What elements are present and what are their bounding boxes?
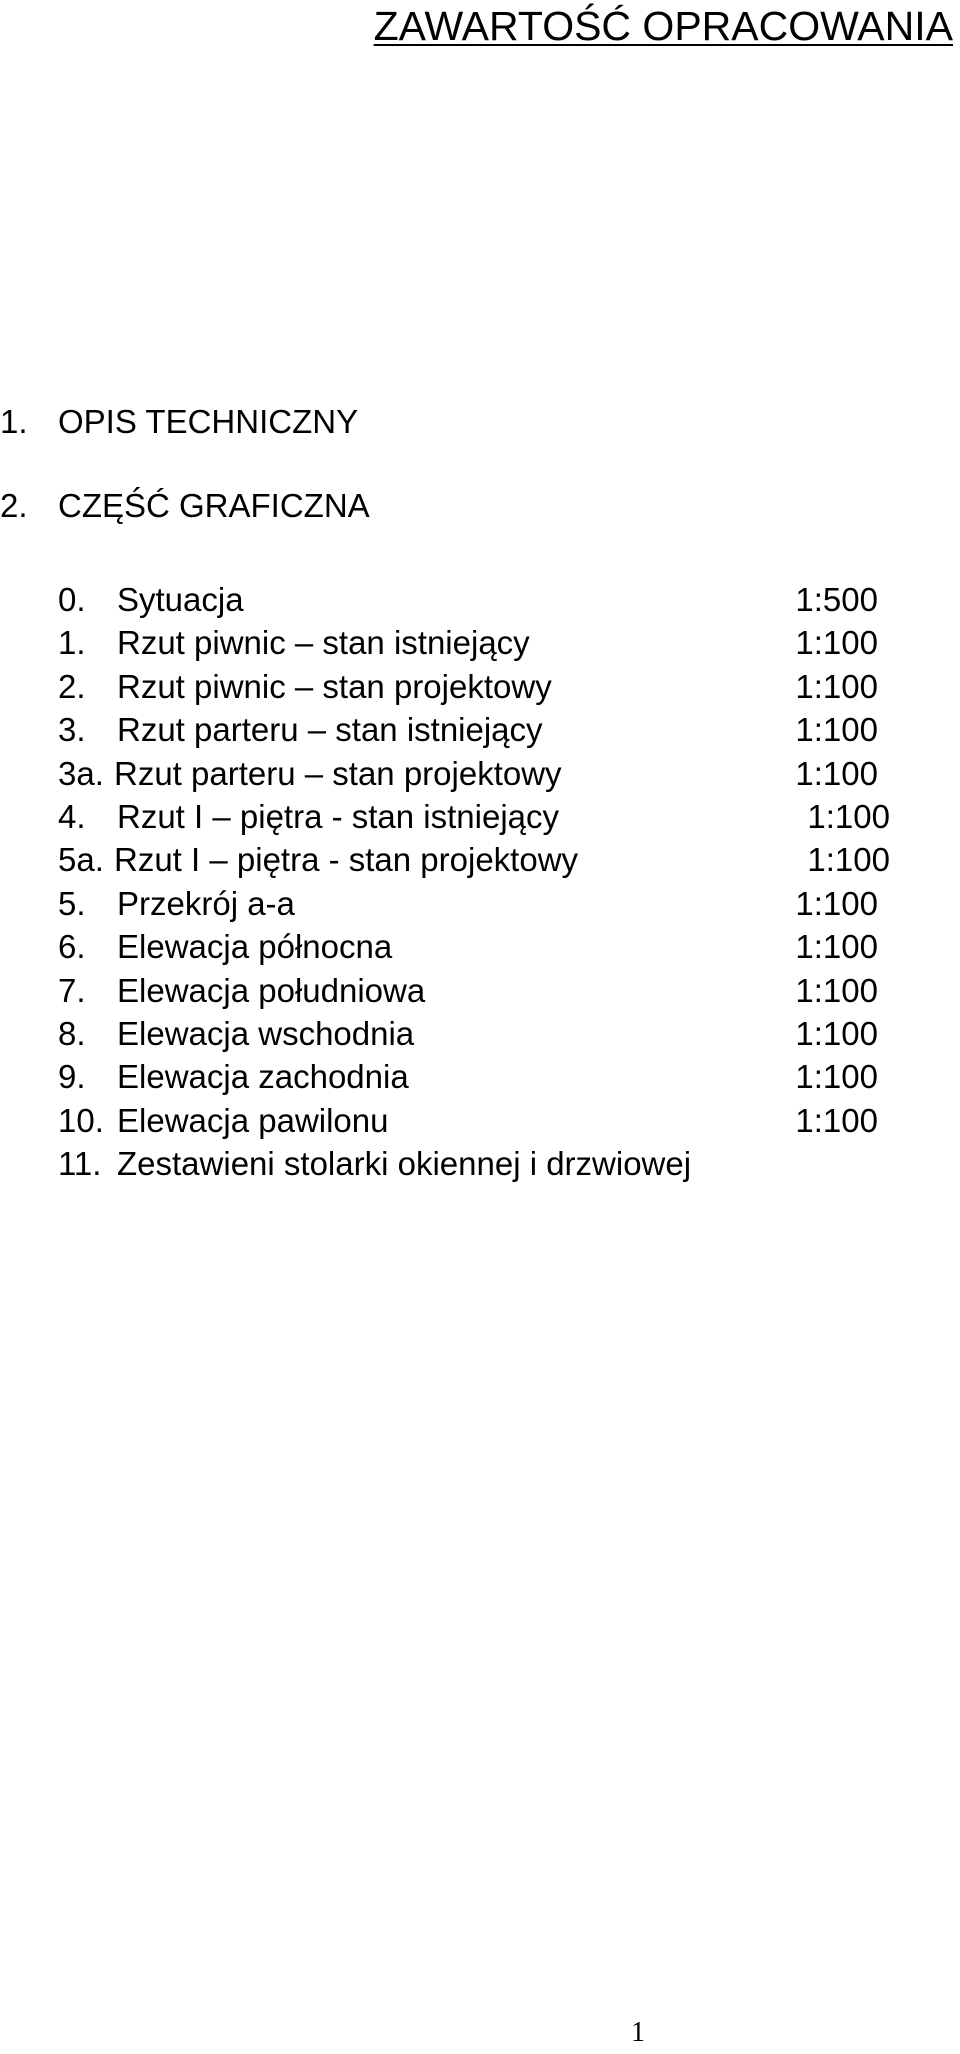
- drawing-list: [0, 578, 960, 1185]
- list-item: [0, 969, 960, 1012]
- item-label: Rzut piwnic – stan istniejący: [117, 624, 530, 662]
- item-scale: 1:100: [795, 1101, 878, 1139]
- item-number: 3a.: [58, 754, 104, 792]
- item-number: 3.: [58, 711, 86, 749]
- item-label: Elewacja północna: [117, 928, 393, 966]
- item-label: Elewacja pawilonu: [117, 1101, 389, 1139]
- list-item: [0, 1055, 960, 1098]
- item-scale: 1:100: [795, 711, 878, 749]
- item-label: Elewacja wschodnia: [117, 1014, 415, 1052]
- item-label: Rzut parteru – stan projektowy: [114, 754, 562, 792]
- item-number: 5.: [58, 884, 86, 922]
- item-label: Elewacja południowa: [117, 971, 426, 1009]
- item-label: Sytuacja: [117, 581, 244, 618]
- list-item: [0, 708, 960, 751]
- item-number: 4.: [58, 797, 86, 835]
- page-title: ZAWARTOŚĆ OPRACOWANIA: [373, 3, 953, 49]
- item-scale: 1:100: [795, 1014, 878, 1052]
- item-number: 9.: [58, 1058, 86, 1096]
- item-label: Rzut I – piętra - stan projektowy: [114, 841, 579, 879]
- item-scale: 1:500: [795, 581, 878, 618]
- item-number: 5a.: [58, 841, 104, 879]
- item-label: Zestawieni stolarki okiennej i drzwiowej: [117, 1145, 692, 1183]
- item-number: 8.: [58, 1014, 86, 1052]
- item-number: 11.: [58, 1145, 102, 1183]
- list-item: [0, 925, 960, 968]
- item-scale: 1:100: [795, 754, 878, 792]
- item-scale: 1:100: [795, 1058, 878, 1096]
- list-item: [0, 578, 960, 621]
- list-item: [0, 882, 960, 925]
- list-item: [0, 1099, 960, 1142]
- page-number: 1: [631, 2017, 645, 2048]
- item-scale: 1:100: [795, 971, 878, 1009]
- item-label: Rzut parteru – stan istniejący: [117, 711, 543, 749]
- list-item: [0, 838, 960, 881]
- item-scale: 1:100: [807, 841, 890, 879]
- item-scale: 1:100: [807, 797, 890, 835]
- list-item: [0, 795, 960, 838]
- item-label: Przekrój a-a: [117, 884, 295, 922]
- item-number: 6.: [58, 928, 86, 966]
- list-item: [0, 1142, 960, 1185]
- item-number: 7.: [58, 971, 86, 1009]
- item-scale: 1:100: [795, 667, 878, 705]
- list-item: [0, 621, 960, 664]
- item-number: 2.: [58, 667, 86, 705]
- list-item: [0, 665, 960, 708]
- item-scale: 1:100: [795, 928, 878, 966]
- section-number: 2.: [0, 487, 28, 524]
- section-label: CZĘŚĆ GRAFICZNA: [58, 487, 370, 524]
- section-label: OPIS TECHNICZNY: [58, 403, 359, 440]
- section-number: 1.: [0, 403, 28, 440]
- item-label: Rzut piwnic – stan projektowy: [117, 667, 552, 705]
- item-number: 10.: [58, 1101, 104, 1139]
- item-number: 0.: [58, 581, 86, 618]
- item-scale: 1:100: [795, 624, 878, 662]
- list-item: [0, 752, 960, 795]
- item-label: Elewacja zachodnia: [117, 1058, 409, 1096]
- item-scale: 1:100: [795, 884, 878, 922]
- item-label: Rzut I – piętra - stan istniejący: [117, 797, 560, 835]
- item-number: 1.: [58, 624, 86, 662]
- list-item: [0, 1012, 960, 1055]
